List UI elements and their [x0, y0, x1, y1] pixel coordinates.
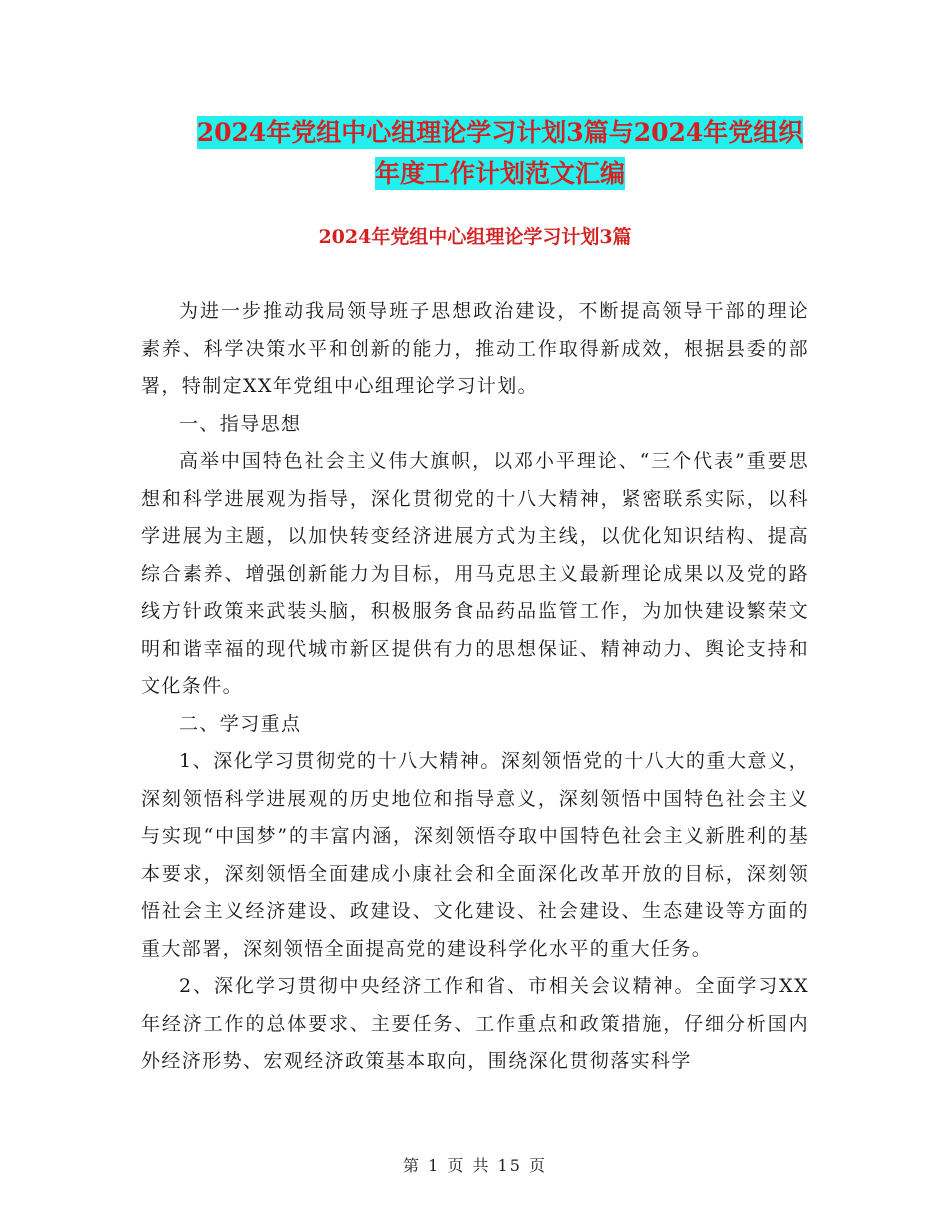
- document-main-title: [140, 112, 860, 194]
- main-title-line-1: 2024年党组中心组理论学习计划3篇与2024年党组织: [196, 118, 804, 147]
- document-body: [141, 293, 809, 1081]
- heading-study-focus: 二、学习重点: [179, 712, 302, 735]
- paragraph-focus-1: 1、深化学习贯彻党的十八大精神。深刻领悟党的十八大的重大意义，深刻领悟科学进展观的历史地位和指导意义，深刻领悟中国特色社会主义与实现“中国梦”的丰富内涵，深刻领悟夺取中国特色社会主义新胜利的基本要求，深刻领悟全面建成小康社会和全面深化改革开放的目标，深刻领悟社会主义经济建设、政建设、文化建设、社会建设、生态建设等方面的重大部署，深刻领悟全面提高党的建设科学化水平的重大任务。: [141, 750, 809, 960]
- paragraph-intro: 为进一步推动我局领导班子思想政治建设，不断提高领导干部的理论素养、科学决策水平和创新的能力，推动工作取得新成效，根据县委的部署，特制定XX年党组中心组理论学习计划。: [141, 300, 809, 397]
- paragraph-guiding-ideology: 高举中国特色社会主义伟大旗帜，以邓小平理论、“三个代表”重要思想和科学进展观为指导，深化贯彻党的十八大精神，紧密联系实际，以科学进展为主题，以加快转变经济进展方式为主线，以优化知识结构、提高综合素养、增强创新能力为目标，用马克思主义最新理论成果以及党的路线方针政策来武装头脑，积极服务食品药品监管工作，为加快建设繁荣文明和谐幸福的现代城市新区提供有力的思想保证、精神动力、舆论支持和文化条件。: [141, 450, 809, 697]
- paragraph-focus-2: 2、深化学习贯彻中央经济工作和省、市相关会议精神。全面学习XX年经济工作的总体要求、主要任务、工作重点和政策措施，仔细分析国内外经济形势、宏观经济政策基本取向，围绕深化贯彻落实科学: [141, 975, 809, 1072]
- section-title: 2024年党组中心组理论学习计划3篇: [318, 226, 632, 248]
- main-title-line-2: 年度工作计划范文汇编: [374, 159, 625, 188]
- heading-guiding-ideology: 一、指导思想: [179, 412, 302, 435]
- page-number-footer: 第 1 页 共 15 页: [403, 1156, 547, 1175]
